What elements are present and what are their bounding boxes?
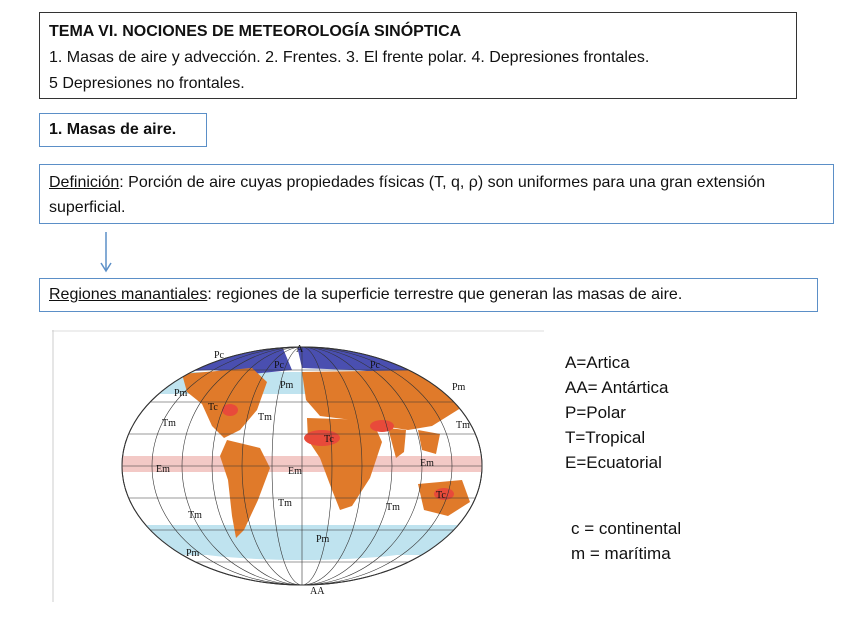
title-box	[39, 12, 797, 99]
label-pc-2: Pc	[274, 360, 284, 371]
legend-item-tropical: T=Tropical	[565, 428, 646, 447]
topic-line-1: 1. Masas de aire y advección. 2. Frentes. 3. El frente polar. 4. Depresiones frontales.	[49, 49, 650, 66]
label-pm-2: Pm	[280, 380, 294, 391]
label-aa: AA	[310, 586, 325, 597]
label-tm-5: Tm	[386, 502, 400, 513]
label-tm-3: Tm	[456, 420, 470, 431]
legend-item-continental: c = continental	[571, 519, 682, 538]
label-pc-1: Pc	[214, 350, 224, 361]
section-heading: 1. Masas de aire.	[49, 121, 177, 138]
down-arrow-icon	[98, 232, 114, 274]
label-em-1: Em	[156, 464, 170, 475]
label-em-2: Em	[288, 466, 302, 477]
label-a: A	[296, 344, 304, 355]
legend-item-antartica: AA= Antártica	[565, 378, 669, 397]
legend-item-polar: P=Polar	[565, 403, 626, 422]
section-heading-box	[39, 113, 207, 147]
label-tc-2: Tc	[324, 434, 334, 445]
label-tm-1: Tm	[162, 418, 176, 429]
regions-text: : regiones de la superficie terrestre que generan las masas de aire.	[207, 286, 683, 303]
topic-title: TEMA VI. NOCIONES DE METEOROLOGÍA SINÓPTICA	[49, 23, 462, 40]
label-tm-6: Tm	[188, 510, 202, 521]
legend-surface-types	[571, 516, 681, 566]
label-pm-1: Pm	[174, 388, 188, 399]
legend-item-artica: A=Artica	[565, 353, 630, 372]
air-mass-world-map	[52, 330, 544, 602]
legend-air-mass-types	[565, 350, 668, 475]
regions-term: Regiones manantiales	[49, 286, 208, 303]
definition-text: : Porción de aire cuyas propiedades físicas (T, q, ρ) son uniformes para una gran extensión superficial.	[49, 174, 766, 216]
legend-item-maritima: m = marítima	[571, 544, 671, 563]
legend-item-ecuatorial: E=Ecuatorial	[565, 453, 662, 472]
label-pm-4: Pm	[186, 548, 200, 559]
regions-box	[39, 278, 818, 312]
label-tc-1: Tc	[208, 402, 218, 413]
definition-term: Definición	[49, 174, 120, 191]
topic-line-2: 5 Depresiones no frontales.	[49, 75, 245, 92]
label-tm-2: Tm	[258, 412, 272, 423]
label-pm-5: Pm	[316, 534, 330, 545]
definition-box	[39, 164, 834, 224]
label-em-3: Em	[420, 458, 434, 469]
label-tc-3: Tc	[436, 490, 446, 501]
world-map-image	[52, 330, 544, 602]
label-pm-3: Pm	[452, 382, 466, 393]
label-tm-4: Tm	[278, 498, 292, 509]
label-pc-3: Pc	[370, 360, 380, 371]
